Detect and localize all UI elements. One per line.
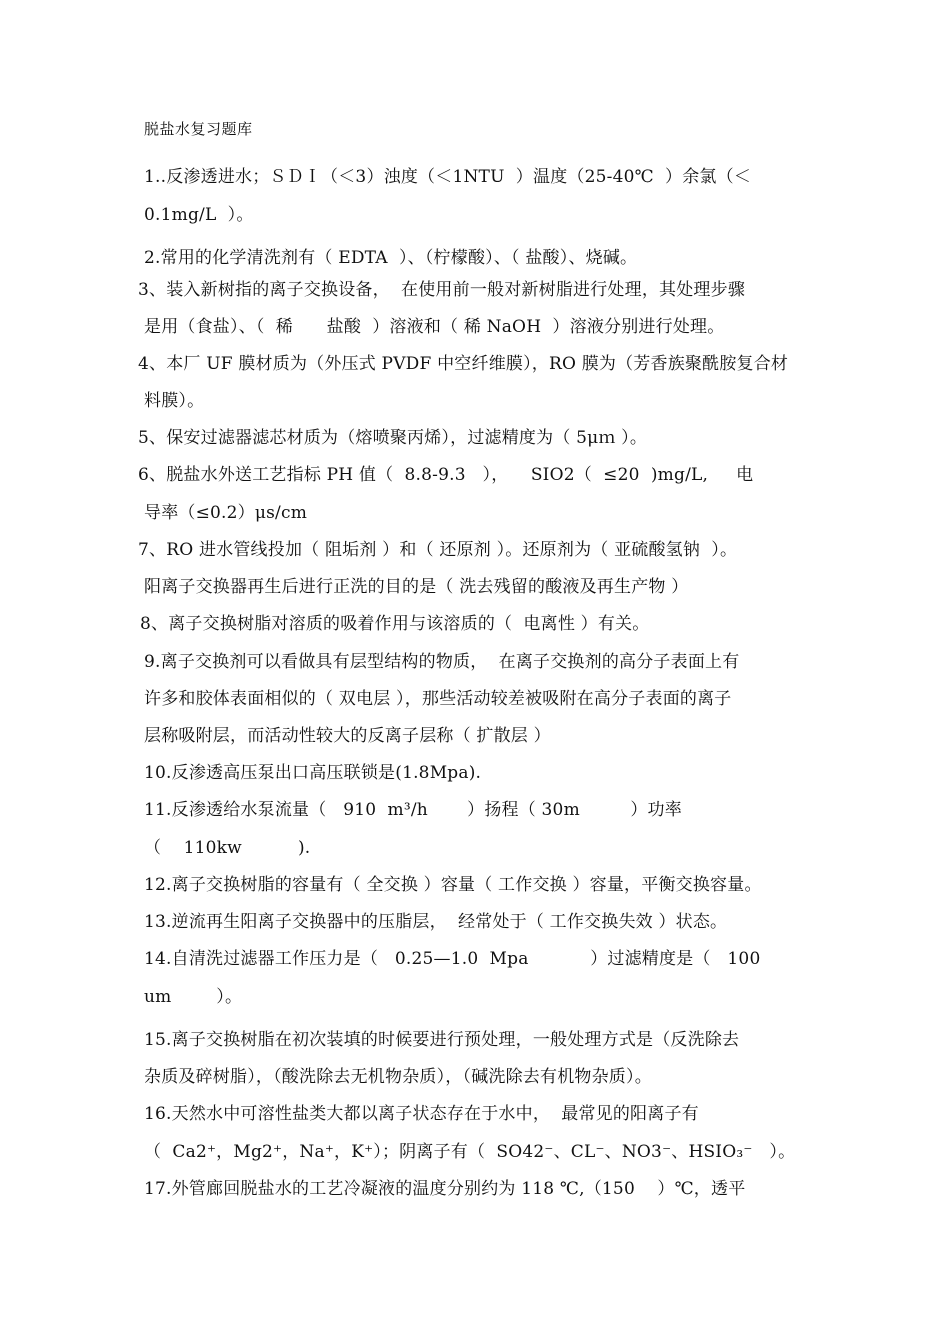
question-4-line-1: 4、本厂 UF 膜材质为（外压式 PVDF 中空纤维膜），RO 膜为（芳香族聚酰胺复合材 xyxy=(138,354,789,374)
question-11-line-2: （ 110kw ). xyxy=(144,838,311,858)
question-6-line-1: 6、脱盐水外送工艺指标 PH 值（ 8.8-9.3 ）， SIO2（ ≤20 )mg/L, 电 xyxy=(138,465,754,485)
question-16-line-1: 16.天然水中可溶性盐类大都以离子状态存在于水中， 最常见的阳离子有 xyxy=(144,1104,699,1124)
question-2-line-1: 2.常用的化学清洗剂有（ EDTA ）、（柠檬酸）、（ 盐酸）、烧碱。 xyxy=(144,248,638,268)
question-9-line-3: 层称吸附层，而活动性较大的反离子层称（ 扩散层 ） xyxy=(144,726,551,746)
question-1-line-2: 0.1mg/L ）。 xyxy=(144,205,254,225)
question-16-line-2: （ Ca2⁺，Mg2⁺，Na⁺，K⁺）；阴离子有（ SO42⁻、CL⁻、NO3⁻、HSIO₃⁻ ）。 xyxy=(144,1142,796,1162)
question-9-line-2: 许多和胶体表面相似的（ 双电层 ），那些活动较差被吸附在高分子表面的离子 xyxy=(144,689,732,709)
question-14-line-2: um ）。 xyxy=(144,987,243,1007)
question-3-line-2: 是用（食盐）、（ 稀 盐酸 ）溶液和（ 稀 NaOH ）溶液分别进行处理。 xyxy=(144,317,725,337)
document-title: 脱盐水复习题库 xyxy=(144,120,253,138)
question-15-line-2: 杂质及碎树脂），（酸洗除去无机物杂质），（碱洗除去有机物杂质）。 xyxy=(144,1067,652,1087)
question-17-line-1: 17.外管廊回脱盐水的工艺冷凝液的温度分别约为 118 ℃,（150 ）℃，透平 xyxy=(144,1179,746,1199)
question-3-line-1: 3、装入新树指的离子交换设备， 在使用前一般对新树脂进行处理，其处理步骤 xyxy=(138,280,746,300)
question-4-line-2: 料膜）。 xyxy=(144,391,205,411)
question-6-line-2: 导率（≤0.2）μs/cm xyxy=(144,503,308,523)
question-8-line-1: 8、离子交换树脂对溶质的吸着作用与该溶质的（ 电离性 ）有关。 xyxy=(140,614,650,634)
question-9-line-1: 9.离子交换剂可以看做具有层型结构的物质， 在离子交换剂的高分子表面上有 xyxy=(144,652,740,672)
question-11-line-1: 11.反渗透给水泵流量（ 910 m³/h ）扬程（ 30m ）功率 xyxy=(144,800,682,820)
question-15-line-1: 15.离子交换树脂在初次装填的时候要进行预处理，一般处理方式是（反洗除去 xyxy=(144,1030,740,1050)
question-7-line-1: 7、RO 进水管线投加（ 阻垢剂 ）和（ 还原剂 ）。还原剂为（ 亚硫酸氢钠 ）。 xyxy=(138,540,738,560)
question-10-line-1: 10.反渗透高压泵出口高压联锁是(1.8Mpa). xyxy=(144,763,482,783)
question-13-line-1: 13.逆流再生阳离子交换器中的压脂层， 经常处于（ 工作交换失效 ）状态。 xyxy=(144,912,728,932)
question-7-line-2: 阳离子交换器再生后进行正洗的目的是（ 洗去残留的酸液及再生产物 ） xyxy=(144,577,689,597)
question-14-line-1: 14.自清洗过滤器工作压力是（ 0.25—1.0 Mpa ）过滤精度是（ 100 xyxy=(144,949,761,969)
question-12-line-1: 12.离子交换树脂的容量有（ 全交换 ）容量（ 工作交换 ）容量，平衡交换容量。 xyxy=(144,875,762,895)
question-1-line-1: 1..反渗透进水；ＳＤＩ（＜3）浊度（＜1NTU ）温度（25-40℃ ）余氯（＜ xyxy=(144,167,752,187)
question-5-line-1: 5、保安过滤器滤芯材质为（熔喷聚丙烯），过滤精度为（ 5μｍ ）。 xyxy=(138,428,648,448)
